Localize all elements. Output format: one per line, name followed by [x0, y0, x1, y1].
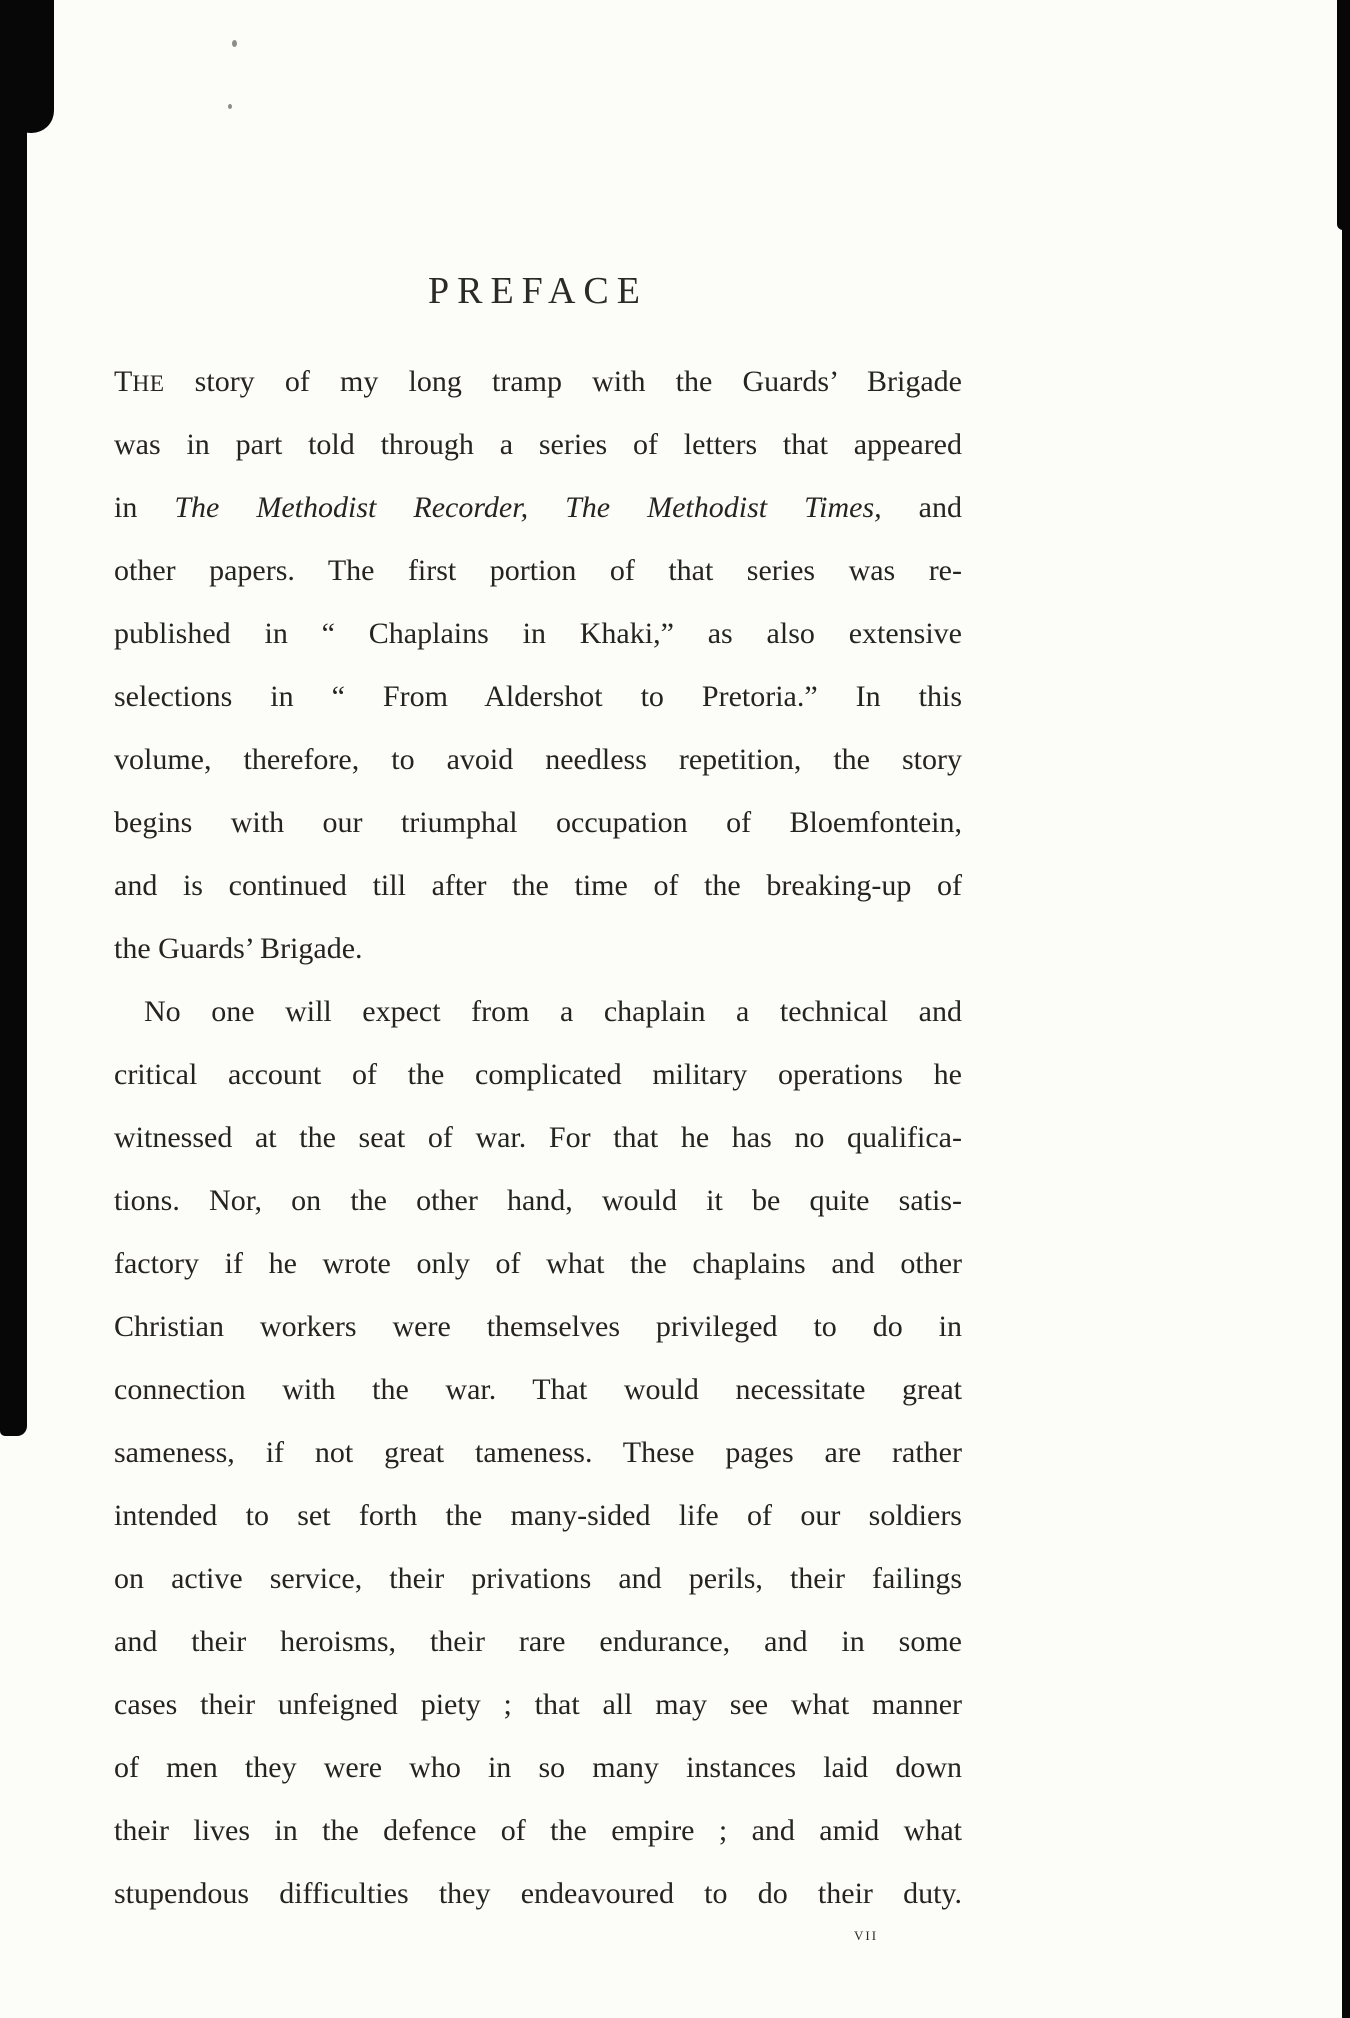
scan-edge-right-line [1342, 0, 1350, 2018]
scan-edge-left-blob [0, 0, 54, 133]
scan-edge-left-bar [0, 0, 27, 1436]
text-run: in [114, 491, 175, 524]
text-line [114, 1484, 962, 1547]
text-run: stupendous difficulties they endeavoured to do their duty. [114, 1877, 962, 1910]
text-run: connection with the war. That would necessitate great [114, 1373, 962, 1406]
text-run: and is continued till after the time of the breaking-up of [114, 869, 962, 902]
text-run: HE [132, 371, 165, 397]
text-line [114, 1106, 962, 1169]
page-content [114, 0, 962, 2018]
text-line [114, 980, 962, 1043]
text-line [114, 1169, 962, 1232]
text-line [114, 1862, 962, 1925]
preface-text [114, 350, 962, 1925]
text-run: was in part told through a series of letters that appeared [114, 428, 962, 461]
text-line [114, 854, 962, 917]
text-run: and their heroisms, their rare endurance, and in some [114, 1625, 962, 1658]
text-run: other papers. The first portion of that series was re- [114, 554, 962, 587]
paragraph-2 [114, 980, 962, 1925]
text-run: selections in “ From Aldershot to Pretoria.” In this [114, 680, 962, 713]
text-run: story of my long tramp with the Guards’ Brigade [164, 365, 962, 398]
text-line [114, 1736, 962, 1799]
paragraph-1 [114, 350, 962, 980]
text-line [114, 1232, 962, 1295]
text-line [114, 1547, 962, 1610]
text-run: intended to set forth the many-sided life of our soldiers [114, 1499, 962, 1532]
text-line [114, 413, 962, 476]
text-run: cases their unfeigned piety ; that all may see what manner [114, 1688, 962, 1721]
text-run: published in “ Chaplains in Khaki,” as also extensive [114, 617, 962, 650]
text-run: No one will expect from a chaplain a technical and [144, 995, 962, 1028]
text-run: the Guards’ Brigade. [114, 932, 363, 965]
text-line [114, 1799, 962, 1862]
text-line [114, 602, 962, 665]
text-line [114, 665, 962, 728]
text-run: tions. Nor, on the other hand, would it be quite satis- [114, 1184, 962, 1217]
text-run: their lives in the defence of the empire ; and amid what [114, 1814, 962, 1847]
text-line [114, 1610, 962, 1673]
text-line [114, 728, 962, 791]
text-run: witnessed at the seat of war. For that he has no qualifica- [114, 1121, 962, 1154]
text-line [114, 476, 962, 539]
text-run: Christian workers were themselves privileged to do in [114, 1310, 962, 1343]
text-run: of men they were who in so many instances laid down [114, 1751, 962, 1784]
text-run: volume, therefore, to avoid needless repetition, the story [114, 743, 962, 776]
text-run: T [114, 365, 133, 398]
text-line [114, 791, 962, 854]
page-number: vii [854, 1924, 879, 1945]
text-line [114, 1673, 962, 1736]
text-line [114, 539, 962, 602]
scan-edge-right-top [1337, 0, 1350, 230]
text-run: and [881, 491, 962, 524]
text-line [114, 1421, 962, 1484]
text-run: factory if he wrote only of what the chaplains and other [114, 1247, 962, 1280]
text-run: on active service, their privations and perils, their failings [114, 1562, 962, 1595]
italic-text-run: The Methodist Recorder, The Methodist Times, [174, 491, 882, 524]
page-title: PREFACE [427, 270, 648, 312]
text-run: critical account of the complicated military operations he [114, 1058, 962, 1091]
text-line [114, 350, 962, 413]
text-run: begins with our triumphal occupation of Bloemfontein, [114, 806, 962, 839]
text-run: sameness, if not great tameness. These pages are rather [114, 1436, 962, 1469]
text-line [114, 1295, 962, 1358]
text-line [114, 1043, 962, 1106]
text-line [114, 917, 962, 980]
text-line [114, 1358, 962, 1421]
